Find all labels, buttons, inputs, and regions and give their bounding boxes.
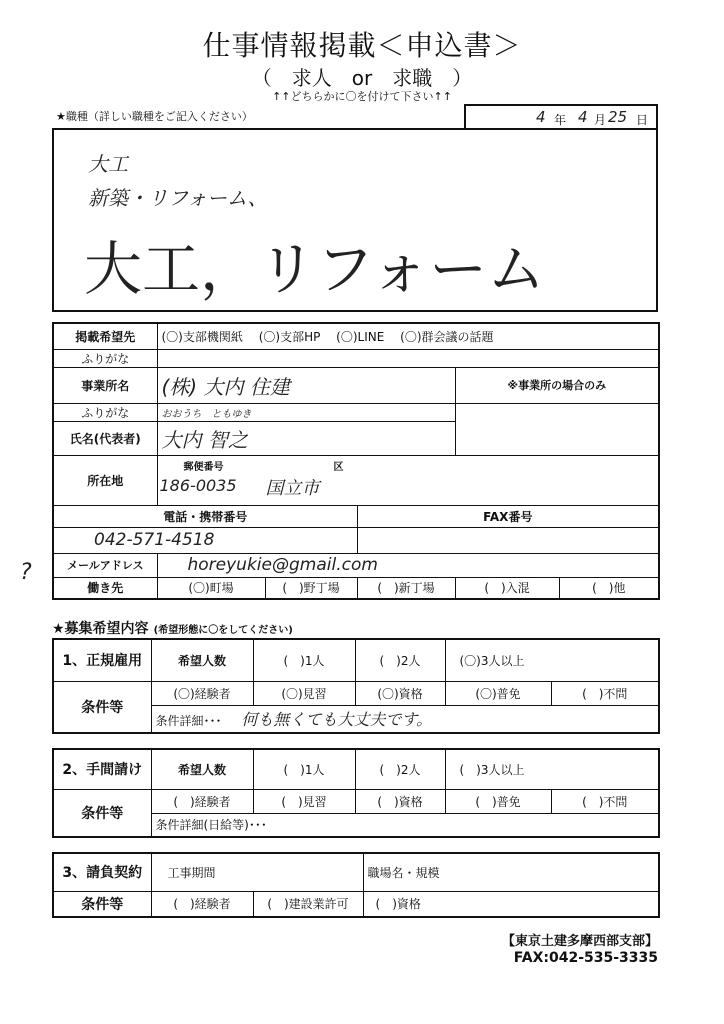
section-piecework-headcount-3[interactable]: ( )3人以上 [445, 749, 659, 789]
date-day: 25 [608, 108, 628, 126]
section-contract-table [52, 852, 660, 918]
instruction: ↑↑どちらかに〇を付けて下さい↑↑ [272, 90, 452, 103]
office-note: ※事業所の場合のみ [455, 367, 659, 403]
section-contract-cond-1[interactable]: ( )経験者 [151, 891, 253, 917]
section-regular-cond-1[interactable]: (〇)経験者 [151, 681, 253, 705]
date-day-unit: 日 [636, 113, 649, 127]
date-year: 4 [536, 108, 546, 126]
date-month-unit: 月 [594, 113, 607, 127]
section-regular-cond-2[interactable]: (〇)見習 [253, 681, 355, 705]
phone-value[interactable]: 042-571-4518 [53, 527, 357, 553]
section-regular-conditions-label: 条件等 [53, 681, 151, 733]
email-value[interactable]: horeyukie@gmail.com [157, 553, 659, 577]
workplace-label: 働き先 [53, 577, 157, 599]
section-regular-table [52, 638, 660, 734]
section-regular-headcount-2[interactable]: ( )2人 [355, 639, 445, 681]
section-piecework-cond-3[interactable]: ( )資格 [355, 789, 445, 813]
section-regular-name: 1、正規雇用 [53, 639, 151, 681]
section-contract-cond-2[interactable]: ( )建設業許可 [253, 891, 363, 917]
section-contract-cond-3[interactable]: ( )資格 [363, 891, 659, 917]
section-regular-cond-4[interactable]: (〇)普免 [445, 681, 551, 705]
section-piecework-headcount-1[interactable]: ( )1人 [253, 749, 355, 789]
section-regular-headcount-label: 希望人数 [151, 639, 253, 681]
section-piecework-cond-5[interactable]: ( )不問 [551, 789, 659, 813]
page-title: 仕事情報掲載＜申込書＞ [202, 29, 522, 62]
date-box [464, 104, 658, 130]
section-piecework-name: 2、手間請け [53, 749, 151, 789]
workplace-option-5[interactable]: ( )他 [559, 577, 659, 599]
publish-option-2[interactable]: (〇)支部HP [258, 329, 321, 344]
publish-label: 掲載希望先 [53, 323, 157, 349]
section-contract-period-label: 工事期間 [167, 865, 216, 880]
margin-question-mark: ? [20, 560, 32, 585]
rep-label: 氏名(代表者) [53, 421, 157, 455]
workplace-option-2[interactable]: ( )野丁場 [265, 577, 357, 599]
office-furigana-field[interactable] [157, 349, 659, 367]
section-regular-details-value[interactable]: 何も無くても大丈夫です。 [241, 710, 433, 730]
email-label: メールアドレス [53, 553, 157, 577]
office-value[interactable]: (株) 大内 住建 [157, 367, 455, 403]
workplace-option-1[interactable]: (〇)町場 [157, 577, 265, 599]
section-piecework-conditions-label: 条件等 [53, 789, 151, 837]
rep-value[interactable]: 大内 智之 [157, 421, 455, 455]
section-piecework-table [52, 748, 660, 838]
section-piecework-headcount-2[interactable]: ( )2人 [355, 749, 445, 789]
publish-options[interactable] [157, 323, 659, 349]
postal-label: 郵便番号 [183, 461, 224, 473]
postal-value[interactable]: 186-0035 [159, 475, 237, 495]
info-table [52, 322, 660, 600]
section-piecework-details[interactable] [151, 813, 659, 837]
furigana-label-rep: ふりがな [53, 403, 157, 421]
date-year-unit: 年 [554, 113, 567, 127]
section-regular-headcount-1[interactable]: ( )1人 [253, 639, 355, 681]
section-contract-conditions-label: 条件等 [53, 891, 151, 917]
publish-option-1[interactable]: (〇)支部機関紙 [161, 329, 243, 344]
section-regular-cond-5[interactable]: ( )不問 [551, 681, 659, 705]
workplace-option-3[interactable]: ( )新丁場 [357, 577, 455, 599]
recruit-heading: ★募集希望内容 [52, 621, 149, 637]
section-regular-details[interactable] [151, 705, 659, 733]
subtitle: （ 求人 or 求職 ） [251, 66, 473, 90]
rep-side-field[interactable] [455, 403, 659, 455]
job-type-label: ★職種（詳しい職種をご記入ください） [56, 110, 253, 123]
furigana-label-office: ふりがな [53, 349, 157, 367]
date-month: 4 [578, 108, 588, 126]
rep-furigana[interactable]: おおうち ともゆき [157, 403, 455, 421]
section-piecework-cond-1[interactable]: ( )経験者 [151, 789, 253, 813]
job-type-hand-line2: 新築・リフォーム、 [88, 186, 268, 210]
footer-org: 【東京土建多摩西部支部】 [501, 934, 658, 949]
section-piecework-cond-2[interactable]: ( )見習 [253, 789, 355, 813]
ward-label: 区 [333, 461, 344, 473]
phone-label: 電話・携帯番号 [53, 505, 357, 527]
job-type-hand-large: 大工，リフォーム [84, 235, 546, 303]
section-piecework-details-label: 条件詳細(日給等)･･･ [155, 818, 267, 833]
fax-label: FAX番号 [357, 505, 659, 527]
section-regular-cond-3[interactable]: (〇)資格 [355, 681, 445, 705]
workplace-option-4[interactable]: ( )入混 [455, 577, 559, 599]
section-contract-name: 3、請負契約 [53, 853, 151, 891]
job-type-hand-line1: 大工 [88, 152, 128, 176]
address-label: 所在地 [53, 455, 157, 505]
publish-option-4[interactable]: (〇)群会議の話題 [400, 329, 494, 344]
section-contract-period[interactable] [151, 853, 363, 891]
city-value[interactable]: 国立市 [265, 477, 320, 499]
section-regular-details-label: 条件詳細･･･ [155, 714, 222, 729]
address-field[interactable] [157, 455, 659, 505]
job-type-box[interactable] [52, 128, 658, 312]
recruit-heading-row [52, 618, 293, 638]
section-contract-site-label: 職場名・規模 [367, 865, 440, 880]
fax-value[interactable] [357, 527, 659, 553]
publish-option-3[interactable]: (〇)LINE [336, 329, 385, 344]
footer-fax: FAX:042-535-3335 [513, 950, 658, 966]
section-piecework-cond-4[interactable]: ( )普免 [445, 789, 551, 813]
section-piecework-headcount-label: 希望人数 [151, 749, 253, 789]
recruit-heading-note: (希望形態に〇をしてください) [153, 625, 293, 636]
office-label: 事業所名 [53, 367, 157, 403]
section-regular-headcount-3[interactable]: (〇)3人以上 [445, 639, 659, 681]
section-contract-site[interactable] [363, 853, 659, 891]
